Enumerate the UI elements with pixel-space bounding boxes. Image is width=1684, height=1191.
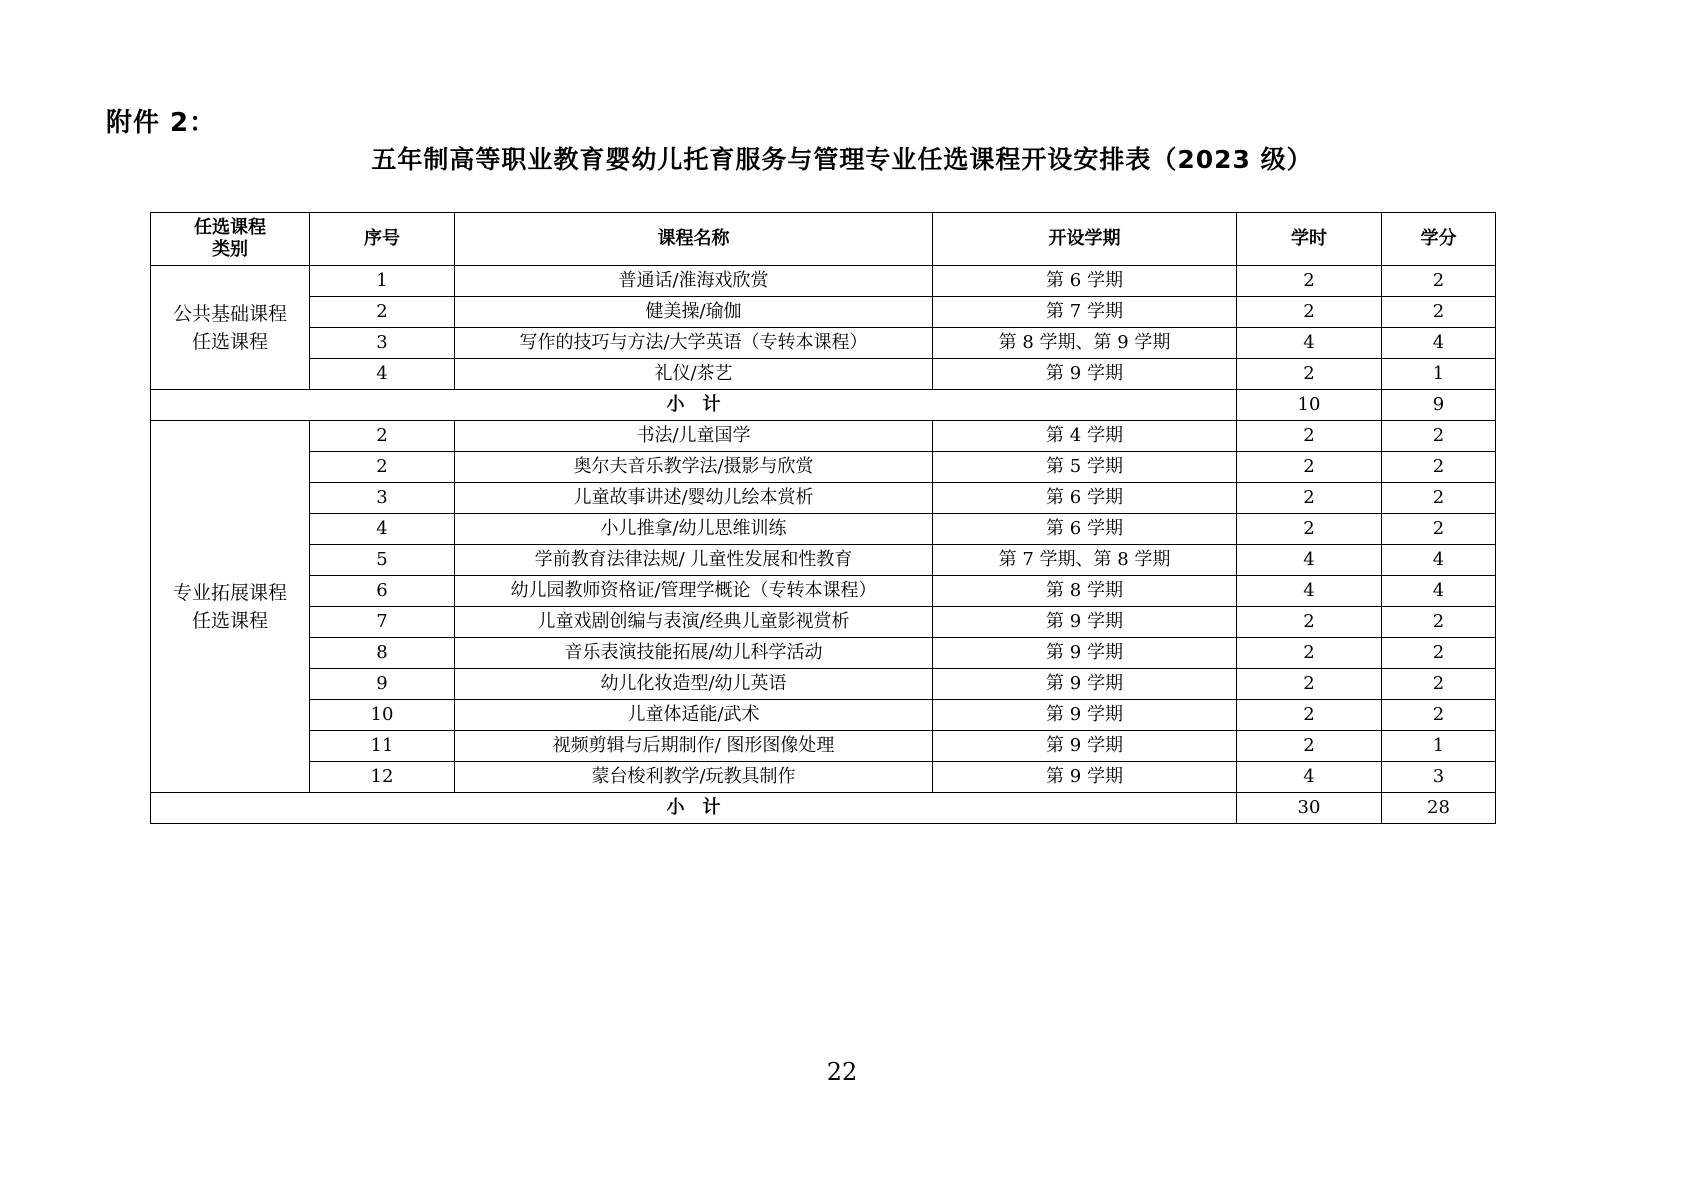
- course-name-cell: 音乐表演技能拓展/幼儿科学活动: [455, 638, 933, 669]
- course-name-cell: 儿童体适能/武术: [455, 700, 933, 731]
- credits-cell: 4: [1382, 545, 1496, 576]
- header-course-name: 课程名称: [455, 213, 933, 266]
- course-name-cell: 儿童故事讲述/婴幼儿绘本赏析: [455, 483, 933, 514]
- seq-cell: 3: [310, 328, 455, 359]
- table-row: [151, 266, 1496, 297]
- semester-cell: 第 9 学期: [933, 607, 1237, 638]
- table-row: [151, 762, 1496, 793]
- hours-cell: 4: [1237, 762, 1382, 793]
- credits-cell: 3: [1382, 762, 1496, 793]
- subtotal-label: 小计: [151, 390, 1237, 421]
- seq-cell: 4: [310, 514, 455, 545]
- table-row: [151, 607, 1496, 638]
- semester-cell: 第 6 学期: [933, 483, 1237, 514]
- table-row: [151, 359, 1496, 390]
- course-name-cell: 视频剪辑与后期制作/ 图形图像处理: [455, 731, 933, 762]
- credits-cell: 2: [1382, 638, 1496, 669]
- course-name-cell: 幼儿化妆造型/幼儿英语: [455, 669, 933, 700]
- header-category: [151, 213, 310, 266]
- table-row: [151, 297, 1496, 328]
- category-line2: 任选课程: [191, 330, 268, 353]
- category-cell-public: [151, 266, 310, 390]
- semester-cell: 第 8 学期、第 9 学期: [933, 328, 1237, 359]
- course-schedule-table: [150, 212, 1496, 824]
- credits-cell: 2: [1382, 607, 1496, 638]
- document-title: 五年制高等职业教育婴幼儿托育服务与管理专业任选课程开设安排表（2023 级）: [371, 145, 1313, 174]
- credits-cell: 2: [1382, 266, 1496, 297]
- seq-cell: 12: [310, 762, 455, 793]
- seq-cell: 2: [310, 452, 455, 483]
- credits-cell: 1: [1382, 731, 1496, 762]
- credits-cell: 2: [1382, 483, 1496, 514]
- credits-cell: 2: [1382, 514, 1496, 545]
- subtotal-label: 小计: [151, 793, 1237, 824]
- credits-cell: 2: [1382, 297, 1496, 328]
- hours-cell: 4: [1237, 576, 1382, 607]
- page-number: 22: [826, 1058, 858, 1086]
- course-name-cell: 学前教育法律法规/ 儿童性发展和性教育: [455, 545, 933, 576]
- subtotal-credits: 9: [1382, 390, 1496, 421]
- table-row: [151, 514, 1496, 545]
- hours-cell: 2: [1237, 638, 1382, 669]
- table-row: [151, 545, 1496, 576]
- semester-cell: 第 6 学期: [933, 514, 1237, 545]
- hours-cell: 2: [1237, 297, 1382, 328]
- seq-cell: 10: [310, 700, 455, 731]
- seq-cell: 3: [310, 483, 455, 514]
- hours-cell: 2: [1237, 421, 1382, 452]
- table-row: [151, 421, 1496, 452]
- semester-cell: 第 9 学期: [933, 700, 1237, 731]
- hours-cell: 2: [1237, 359, 1382, 390]
- category-line1: 公共基础课程: [172, 302, 287, 325]
- header-category-line1: 任选课程: [194, 217, 266, 238]
- credits-cell: 2: [1382, 421, 1496, 452]
- hours-cell: 2: [1237, 731, 1382, 762]
- table-header-row: [151, 213, 1496, 266]
- category-line1: 专业拓展课程: [172, 581, 287, 604]
- semester-cell: 第 4 学期: [933, 421, 1237, 452]
- hours-cell: 2: [1237, 452, 1382, 483]
- credits-cell: 2: [1382, 669, 1496, 700]
- credits-cell: 4: [1382, 328, 1496, 359]
- credits-cell: 2: [1382, 452, 1496, 483]
- hours-cell: 2: [1237, 266, 1382, 297]
- table-row: [151, 576, 1496, 607]
- semester-cell: 第 9 学期: [933, 762, 1237, 793]
- seq-cell: 7: [310, 607, 455, 638]
- subtotal-row: [151, 390, 1496, 421]
- hours-cell: 2: [1237, 669, 1382, 700]
- table-row: [151, 452, 1496, 483]
- semester-cell: 第 9 学期: [933, 359, 1237, 390]
- seq-cell: 1: [310, 266, 455, 297]
- semester-cell: 第 5 学期: [933, 452, 1237, 483]
- seq-cell: 2: [310, 421, 455, 452]
- semester-cell: 第 9 学期: [933, 731, 1237, 762]
- hours-cell: 4: [1237, 545, 1382, 576]
- header-category-line2: 类别: [212, 239, 248, 260]
- seq-cell: 5: [310, 545, 455, 576]
- course-name-cell: 健美操/瑜伽: [455, 297, 933, 328]
- seq-cell: 9: [310, 669, 455, 700]
- subtotal-hours: 30: [1237, 793, 1382, 824]
- table-row: [151, 328, 1496, 359]
- course-name-cell: 蒙台梭利教学/玩教具制作: [455, 762, 933, 793]
- semester-cell: 第 7 学期: [933, 297, 1237, 328]
- course-name-cell: 奥尔夫音乐教学法/摄影与欣赏: [455, 452, 933, 483]
- semester-cell: 第 6 学期: [933, 266, 1237, 297]
- seq-cell: 8: [310, 638, 455, 669]
- semester-cell: 第 7 学期、第 8 学期: [933, 545, 1237, 576]
- category-line2: 任选课程: [191, 609, 268, 632]
- subtotal-row: [151, 793, 1496, 824]
- header-semester: 开设学期: [933, 213, 1237, 266]
- header-hours: 学时: [1237, 213, 1382, 266]
- table-row: [151, 731, 1496, 762]
- hours-cell: 4: [1237, 328, 1382, 359]
- seq-cell: 6: [310, 576, 455, 607]
- header-credits: 学分: [1382, 213, 1496, 266]
- semester-cell: 第 9 学期: [933, 669, 1237, 700]
- course-name-cell: 礼仪/茶艺: [455, 359, 933, 390]
- table-row: [151, 483, 1496, 514]
- credits-cell: 4: [1382, 576, 1496, 607]
- attachment-label: 附件 2：: [106, 108, 217, 138]
- seq-cell: 2: [310, 297, 455, 328]
- semester-cell: 第 9 学期: [933, 638, 1237, 669]
- table-row: [151, 669, 1496, 700]
- course-name-cell: 写作的技巧与方法/大学英语（专转本课程）: [455, 328, 933, 359]
- subtotal-hours: 10: [1237, 390, 1382, 421]
- course-name-cell: 小儿推拿/幼儿思维训练: [455, 514, 933, 545]
- course-name-cell: 书法/儿童国学: [455, 421, 933, 452]
- category-cell-professional: [151, 421, 310, 793]
- hours-cell: 2: [1237, 483, 1382, 514]
- hours-cell: 2: [1237, 607, 1382, 638]
- table-row: [151, 700, 1496, 731]
- seq-cell: 11: [310, 731, 455, 762]
- table-row: [151, 638, 1496, 669]
- credits-cell: 2: [1382, 700, 1496, 731]
- seq-cell: 4: [310, 359, 455, 390]
- header-seq: 序号: [310, 213, 455, 266]
- hours-cell: 2: [1237, 700, 1382, 731]
- hours-cell: 2: [1237, 514, 1382, 545]
- course-name-cell: 普通话/淮海戏欣赏: [455, 266, 933, 297]
- semester-cell: 第 8 学期: [933, 576, 1237, 607]
- course-name-cell: 儿童戏剧创编与表演/经典儿童影视赏析: [455, 607, 933, 638]
- subtotal-credits: 28: [1382, 793, 1496, 824]
- course-name-cell: 幼儿园教师资格证/管理学概论（专转本课程）: [455, 576, 933, 607]
- credits-cell: 1: [1382, 359, 1496, 390]
